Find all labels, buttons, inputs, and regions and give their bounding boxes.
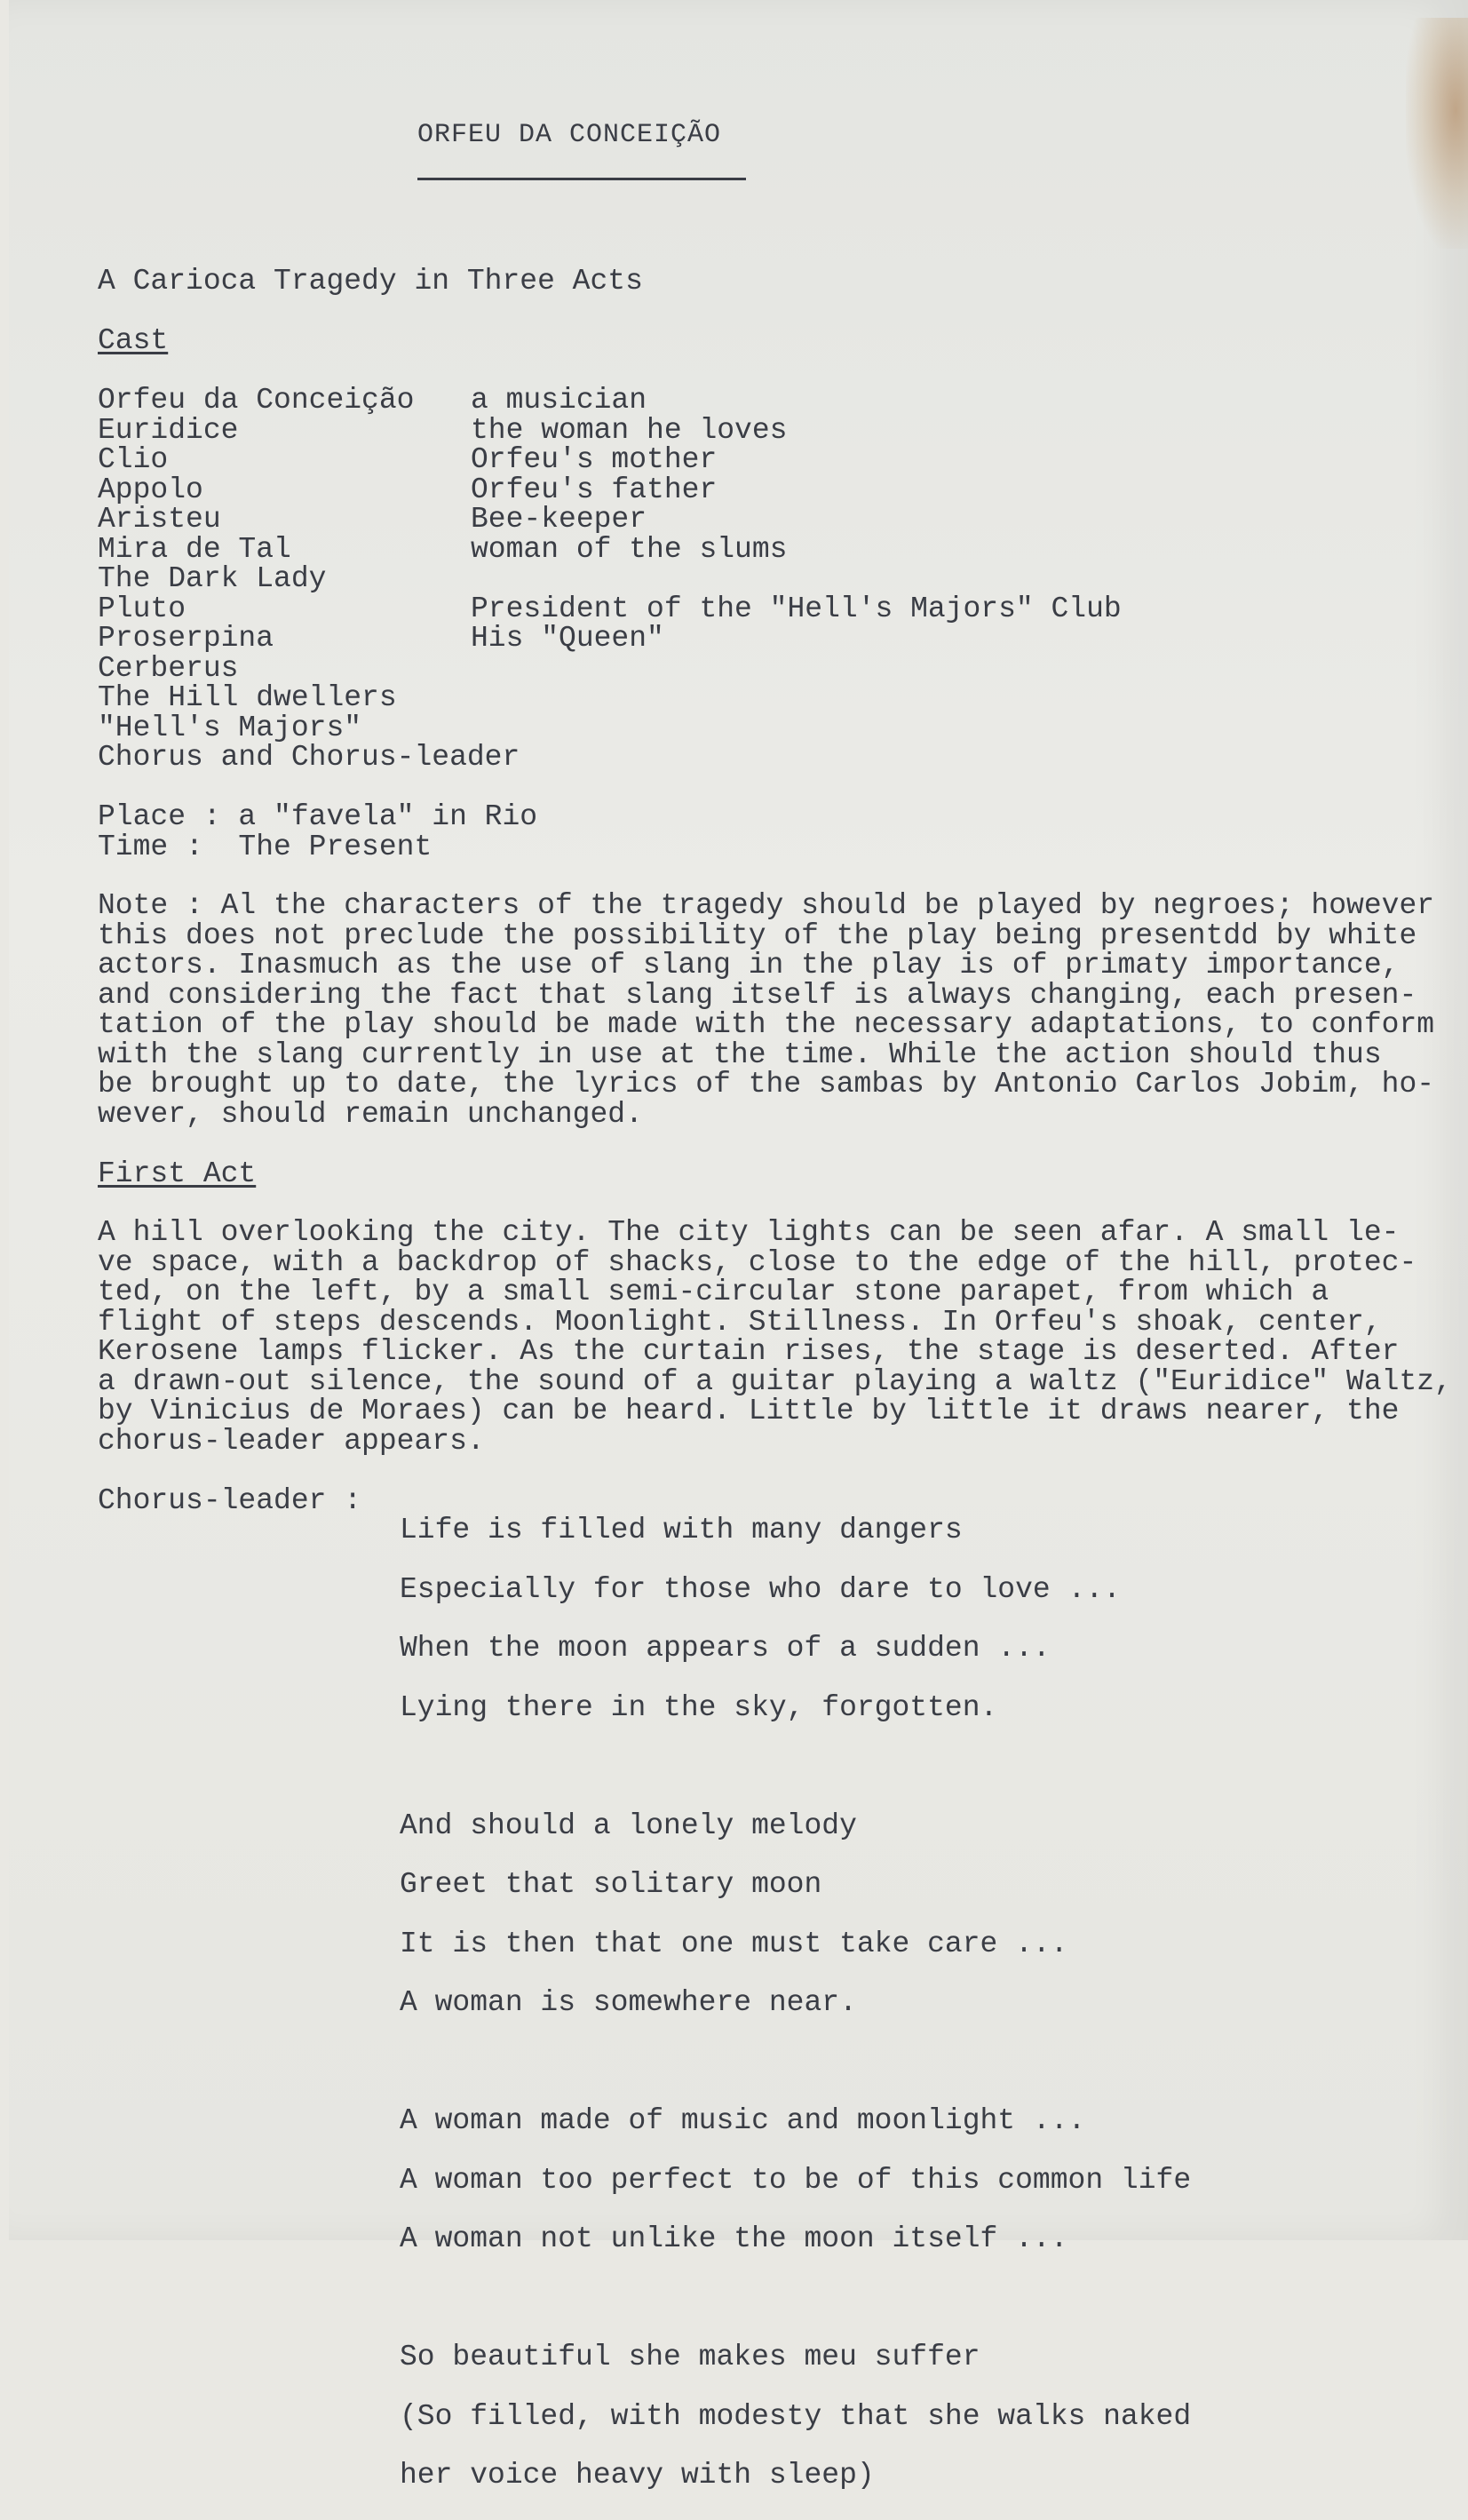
act-heading: First Act <box>98 1157 257 1190</box>
stage-line: ve space, with a backdrop of shacks, close to the edge of the hill, protec- <box>98 1245 1417 1279</box>
verse-line: Especially for those who dare to love ... <box>400 1572 1121 1606</box>
play-title: ORFEU DA CONCEIÇÃO <box>417 120 722 150</box>
cast-role: a musician <box>471 384 647 417</box>
cast-role: Orfeu's mother <box>471 443 718 476</box>
verse-line <box>400 1752 1191 1782</box>
verse-line: A woman is somewhere near. <box>400 1986 857 2019</box>
verse-line: her voice heavy with sleep) <box>400 2459 875 2492</box>
cast-heading: Cast <box>98 324 169 357</box>
note-line: tation of the play should be made with the necessary adaptations, to conform <box>98 1008 1435 1041</box>
verse-line: When the moon appears of a sudden ... <box>400 1632 1051 1665</box>
note-line: wever, should remain unchanged. <box>98 1097 643 1131</box>
cast-name: "Hell's Majors" <box>98 711 362 744</box>
cast-role: Bee-keeper <box>471 503 647 536</box>
stage-line: by Vinicius de Moraes) can be heard. Little by little it draws nearer, the <box>98 1395 1400 1427</box>
cast-name: Proserpina <box>98 622 274 655</box>
typescript-page <box>9 0 1468 2492</box>
stage-line: a drawn-out silence, the sound of a guitar playing a waltz ("Euridice" Waltz, <box>98 1364 1452 1398</box>
note-line: be brought up to date, the lyrics of the sambas by Antonio Carlos Jobim, ho- <box>98 1068 1435 1101</box>
cast-name: Appolo <box>98 473 203 506</box>
cast-role: His "Queen" <box>471 622 664 655</box>
stage-line: flight of steps descends. Moonlight. Stillness. In Orfeu's shoak, center, <box>98 1305 1382 1339</box>
stage-line: chorus-leader appears. <box>98 1424 485 1458</box>
verse-line: (So filled, with modesty that she walks naked <box>400 2399 1192 2433</box>
cast-role: woman of the slums <box>471 532 788 566</box>
verse-line: Greet that solitary moon <box>400 1868 822 1901</box>
cast-name: Aristeu <box>98 503 221 536</box>
note-line: with the slang currently in use at the time. While the action should thus <box>98 1037 1382 1071</box>
note-paragraph <box>98 891 1465 1129</box>
note-line: Note : Al the characters of the tragedy should be played by negroes; however <box>98 889 1435 922</box>
stage-directions <box>98 1218 1465 1456</box>
cast-name: The Dark Lady <box>98 562 327 595</box>
verse-line <box>400 2047 1191 2078</box>
verse-line: So beautiful she makes meu suffer <box>400 2341 980 2373</box>
cast-name: Chorus and Chorus-leader <box>98 741 520 774</box>
subtitle: A Carioca Tragedy in Three Acts <box>98 265 643 298</box>
cast-name: Mira de Tal <box>98 532 291 566</box>
verse-line: Life is filled with many dangers <box>400 1514 963 1546</box>
cast-name: The Hill dwellers <box>98 681 397 714</box>
note-line: actors. Inasmuch as the use of slang in the play is of primaty importance, <box>98 949 1400 982</box>
verse-line: A woman not unlike the moon itself ... <box>400 2222 1068 2255</box>
note-line: and considering the fact that slang itself is always changing, each presen- <box>98 978 1417 1012</box>
cast-role: the woman he loves <box>471 413 788 447</box>
stage-line: Kerosene lamps flicker. As the curtain rises, the stage is deserted. After <box>98 1335 1400 1368</box>
verse-line: It is then that one must take care ... <box>400 1927 1068 1960</box>
cast-name: Euridice <box>98 413 239 447</box>
paper-stain <box>1406 18 1468 249</box>
verse-line: Lying there in the sky, forgotten. <box>400 1690 998 1724</box>
verse-line <box>400 2284 1191 2314</box>
cast-name: Pluto <box>98 592 186 625</box>
verse-line: And should a lonely melody <box>400 1809 857 1842</box>
stage-line: A hill overlooking the city. The city lights can be seen afar. A small le- <box>98 1216 1400 1249</box>
note-line: this does not preclude the possibility of the play being presentdd by white <box>98 918 1417 952</box>
verse-block <box>400 1486 1191 2520</box>
cast-role: Orfeu's father <box>471 473 718 506</box>
stage-line: ted, on the left, by a small semi-circular stone parapet, from which a <box>98 1276 1329 1308</box>
time-line: Time : The Present <box>98 830 432 863</box>
cast-name: Cerberus <box>98 651 239 685</box>
place-line: Place : a "favela" in Rio <box>98 800 538 833</box>
cast-name: Clio <box>98 443 169 476</box>
verse-line: A woman made of music and moonlight ... <box>400 2104 1086 2137</box>
verse-line: A woman too perfect to be of this common life <box>400 2163 1192 2197</box>
cast-name: Orfeu da Conceição <box>98 384 415 417</box>
title-underline <box>417 178 746 180</box>
cast-role: President of the "Hell's Majors" Club <box>471 592 1122 625</box>
speaker-label: Chorus-leader : <box>98 1484 362 1517</box>
